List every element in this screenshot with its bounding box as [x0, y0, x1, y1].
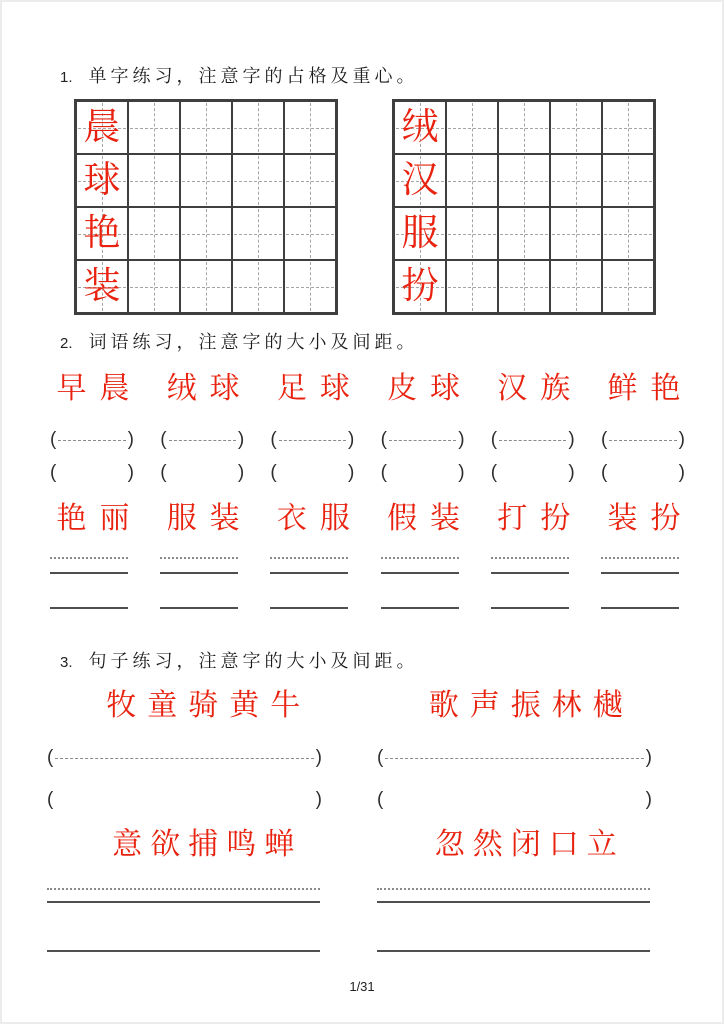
- answer-bracket-dashed: [47, 746, 322, 768]
- line-slot: [381, 557, 467, 559]
- model-word: 衣服: [276, 502, 363, 535]
- practice-grid-cell: [180, 154, 232, 207]
- practice-grid-cell: [284, 154, 336, 207]
- character-practice-grid-left: [74, 99, 338, 315]
- open-paren: (: [160, 428, 167, 450]
- model-word: 皮球: [387, 372, 474, 405]
- word-rule-row-1: [50, 572, 687, 574]
- model-character: 晨: [83, 107, 121, 148]
- line-slot: [50, 572, 136, 574]
- answer-bracket-empty: [50, 461, 136, 483]
- dashed-guide-line: [389, 440, 456, 441]
- dashed-guide-line: [169, 440, 236, 441]
- answer-bracket-dashed: [491, 428, 577, 450]
- model-character: 球: [83, 160, 121, 201]
- line-slot: [381, 572, 467, 574]
- section-3-title: 句子练习，注意字的大小及间距。: [88, 651, 419, 671]
- line-slot: [160, 572, 246, 574]
- dotted-guide-line: [601, 557, 679, 559]
- practice-grid-cell: [180, 207, 232, 260]
- bracket-wrap: [491, 428, 575, 450]
- writing-rule-line: [270, 607, 348, 609]
- answer-bracket-empty: [270, 461, 356, 483]
- writing-rule-line: [381, 572, 459, 574]
- model-sentence: 意欲捕鸣蝉: [112, 828, 303, 861]
- close-paren: ): [315, 746, 322, 768]
- writing-rule-line: [47, 950, 320, 952]
- close-paren: ): [127, 461, 134, 483]
- answer-bracket-dashed: [270, 428, 356, 450]
- practice-grid-cell: [498, 207, 550, 260]
- section-2-number: 2.: [60, 335, 73, 352]
- answer-bracket-dashed: [377, 746, 652, 768]
- word-dotted-line-row: [50, 557, 687, 559]
- word-slot: [50, 368, 143, 410]
- practice-grid-cell: [284, 207, 336, 260]
- answer-bracket-dashed: [160, 428, 246, 450]
- word-slot: [160, 368, 253, 410]
- open-paren: (: [50, 428, 57, 450]
- open-paren: (: [160, 461, 167, 483]
- close-paren: ): [645, 788, 652, 810]
- model-word: 装扮: [607, 502, 694, 535]
- practice-grid-cell: [550, 260, 602, 313]
- practice-grid-cell: [128, 154, 180, 207]
- practice-grid-cell: [232, 260, 284, 313]
- writing-rule-line: [601, 607, 679, 609]
- model-character: 装: [83, 266, 121, 307]
- word-slot: [601, 368, 694, 410]
- sentence-slot: [365, 824, 688, 866]
- dotted-guide-line: [381, 557, 459, 559]
- model-character: 扮: [401, 266, 439, 307]
- model-character: 服: [401, 213, 439, 254]
- practice-grid-cell: [498, 260, 550, 313]
- dashed-guide-line: [609, 440, 676, 441]
- open-paren: (: [50, 461, 57, 483]
- dashed-guide-line: [58, 440, 125, 441]
- section-3-number: 3.: [60, 654, 73, 671]
- open-paren: (: [377, 746, 384, 768]
- writing-rule-line: [160, 607, 238, 609]
- dotted-guide-line: [160, 557, 238, 559]
- line-slot: [491, 572, 577, 574]
- practice-grid-cell: [550, 154, 602, 207]
- model-word: 绒球: [166, 372, 253, 405]
- writing-rule-line: [377, 950, 650, 952]
- open-paren: (: [600, 428, 608, 450]
- practice-grid-cell: [232, 154, 284, 207]
- practice-grid-cell: [76, 260, 128, 313]
- model-character: 艳: [83, 213, 121, 254]
- open-paren: (: [377, 788, 384, 810]
- practice-grid-cell: [498, 154, 550, 207]
- model-word: 早晨: [56, 372, 143, 405]
- bracket-wrap: [270, 461, 354, 483]
- line-slot: [491, 607, 577, 609]
- bracket-wrap: [491, 461, 575, 483]
- bracket-wrap: [50, 428, 134, 450]
- practice-grid-cell: [128, 260, 180, 313]
- practice-grid-cell: [498, 101, 550, 154]
- section-1-title: 单字练习，注意字的占格及重心。: [88, 66, 419, 86]
- close-paren: ): [458, 461, 465, 483]
- sentence-row-1: [42, 685, 687, 727]
- bracket-wrap: [50, 461, 134, 483]
- model-word: 鲜艳: [607, 372, 694, 405]
- dotted-guide-line: [377, 888, 650, 890]
- word-row-2: [50, 498, 694, 540]
- open-paren: (: [380, 461, 387, 483]
- dashed-guide-line: [385, 758, 643, 759]
- open-paren: (: [490, 461, 498, 483]
- writing-rule-line: [47, 901, 320, 903]
- line-slot: [160, 557, 246, 559]
- practice-grid-cell: [284, 101, 336, 154]
- open-paren: (: [380, 428, 387, 450]
- answer-bracket-empty: [160, 461, 246, 483]
- writing-rule-line: [601, 572, 679, 574]
- line-slot: [270, 572, 356, 574]
- writing-rule-line: [270, 572, 348, 574]
- practice-grid-cell: [76, 154, 128, 207]
- bracket-wrap: [160, 428, 244, 450]
- line-slot: [601, 607, 687, 609]
- line-slot: [270, 607, 356, 609]
- practice-grid-cell: [550, 101, 602, 154]
- practice-grid-cell: [128, 207, 180, 260]
- line-slot: [50, 557, 136, 559]
- open-paren: (: [270, 461, 277, 483]
- page-number: 1/31: [349, 979, 375, 994]
- word-slot: [601, 498, 694, 540]
- practice-grid-cell: [394, 260, 446, 313]
- answer-bracket-empty: [47, 788, 322, 810]
- close-paren: ): [127, 428, 134, 450]
- close-paren: ): [348, 428, 355, 450]
- bracket-wrap: [381, 461, 465, 483]
- practice-grid-cell: [180, 260, 232, 313]
- practice-grid-cell: [446, 207, 498, 260]
- sentence-bracket-row-empty: [47, 788, 652, 810]
- close-paren: ): [568, 428, 575, 450]
- writing-rule-line: [50, 572, 128, 574]
- word-bracket-row-dashed: [50, 428, 687, 450]
- bracket-wrap: [601, 461, 685, 483]
- practice-grid-cell: [446, 101, 498, 154]
- model-sentence: 歌声振林樾: [428, 689, 634, 722]
- bracket-wrap: [160, 461, 244, 483]
- answer-bracket-dashed: [601, 428, 687, 450]
- line-slot: [491, 557, 577, 559]
- open-paren: (: [47, 788, 54, 810]
- writing-rule-line: [160, 572, 238, 574]
- answer-bracket-dashed: [381, 428, 467, 450]
- model-word: 足球: [276, 372, 363, 405]
- sentence-slot: [365, 685, 688, 727]
- dotted-guide-line: [270, 557, 348, 559]
- word-slot: [50, 498, 143, 540]
- section-2-title: 词语练习，注意字的大小及间距。: [88, 332, 419, 352]
- sentence-row-2: [42, 824, 687, 866]
- word-slot: [160, 498, 253, 540]
- section-1-heading: [60, 62, 419, 88]
- dashed-guide-line: [499, 440, 566, 441]
- line-slot: [160, 607, 246, 609]
- practice-grid-cell: [446, 260, 498, 313]
- word-slot: [491, 368, 584, 410]
- answer-bracket-empty: [601, 461, 687, 483]
- line-slot: [601, 572, 687, 574]
- model-sentence: 忽然闭口立: [434, 828, 625, 861]
- model-word: 汉族: [497, 372, 584, 405]
- close-paren: ): [678, 428, 685, 450]
- word-bracket-row-empty: [50, 461, 687, 483]
- word-slot: [270, 368, 363, 410]
- line-slot: [50, 607, 136, 609]
- line-slot: [270, 557, 356, 559]
- practice-grid-cell: [446, 154, 498, 207]
- practice-grid-cell: [76, 207, 128, 260]
- practice-grid-cell: [602, 260, 654, 313]
- close-paren: ): [568, 461, 575, 483]
- writing-rule-line: [381, 607, 459, 609]
- practice-grid-cell: [394, 101, 446, 154]
- sentence-rule-row-2: [47, 950, 650, 952]
- close-paren: ): [348, 461, 355, 483]
- open-paren: (: [490, 428, 498, 450]
- dotted-guide-line: [47, 888, 320, 890]
- answer-bracket-empty: [381, 461, 467, 483]
- close-paren: ): [458, 428, 465, 450]
- character-practice-grid-right: [392, 99, 656, 315]
- word-slot: [381, 368, 474, 410]
- close-paren: ): [237, 461, 245, 483]
- close-paren: ): [237, 428, 245, 450]
- practice-grid-cell: [394, 154, 446, 207]
- dashed-guide-line: [55, 758, 313, 759]
- sentence-dotted-line-row: [47, 888, 650, 890]
- practice-grid-cell: [602, 154, 654, 207]
- word-slot: [381, 498, 474, 540]
- bracket-wrap: [270, 428, 354, 450]
- bracket-wrap: [601, 428, 685, 450]
- line-slot: [601, 557, 687, 559]
- open-paren: (: [600, 461, 608, 483]
- writing-rule-line: [491, 572, 569, 574]
- model-word: 艳丽: [56, 502, 143, 535]
- practice-grid-cell: [76, 101, 128, 154]
- answer-bracket-dashed: [50, 428, 136, 450]
- practice-grid-cell: [602, 101, 654, 154]
- sentence-slot: [42, 685, 365, 727]
- practice-grid-cell: [232, 101, 284, 154]
- answer-bracket-empty: [377, 788, 652, 810]
- model-character: 汉: [401, 160, 439, 201]
- bracket-wrap: [381, 428, 465, 450]
- practice-grid-cell: [394, 207, 446, 260]
- close-paren: ): [678, 461, 685, 483]
- close-paren: ): [645, 746, 652, 768]
- answer-bracket-empty: [491, 461, 577, 483]
- word-row-1: [50, 368, 694, 410]
- practice-grid-cell: [602, 207, 654, 260]
- practice-grid-cell: [550, 207, 602, 260]
- section-3-heading: [60, 647, 419, 673]
- sentence-slot: [42, 824, 365, 866]
- writing-rule-line: [50, 607, 128, 609]
- dashed-guide-line: [279, 440, 346, 441]
- word-slot: [270, 498, 363, 540]
- section-2-heading: [60, 328, 419, 354]
- word-slot: [491, 498, 584, 540]
- sentence-rule-row-1: [47, 901, 650, 903]
- model-word: 假装: [387, 502, 474, 535]
- practice-grid-cell: [128, 101, 180, 154]
- dotted-guide-line: [491, 557, 569, 559]
- writing-rule-line: [491, 607, 569, 609]
- practice-grid-cell: [180, 101, 232, 154]
- model-character: 绒: [401, 107, 439, 148]
- sentence-bracket-row-dashed: [47, 746, 652, 768]
- line-slot: [381, 607, 467, 609]
- dotted-guide-line: [50, 557, 128, 559]
- open-paren: (: [47, 746, 54, 768]
- writing-rule-line: [377, 901, 650, 903]
- practice-grid-cell: [232, 207, 284, 260]
- practice-grid-cell: [284, 260, 336, 313]
- model-word: 服装: [166, 502, 253, 535]
- close-paren: ): [315, 788, 322, 810]
- section-1-number: 1.: [60, 69, 73, 86]
- model-sentence: 牧童骑黄牛: [106, 689, 312, 722]
- model-word: 打扮: [497, 502, 584, 535]
- open-paren: (: [270, 428, 277, 450]
- word-rule-row-2: [50, 607, 687, 609]
